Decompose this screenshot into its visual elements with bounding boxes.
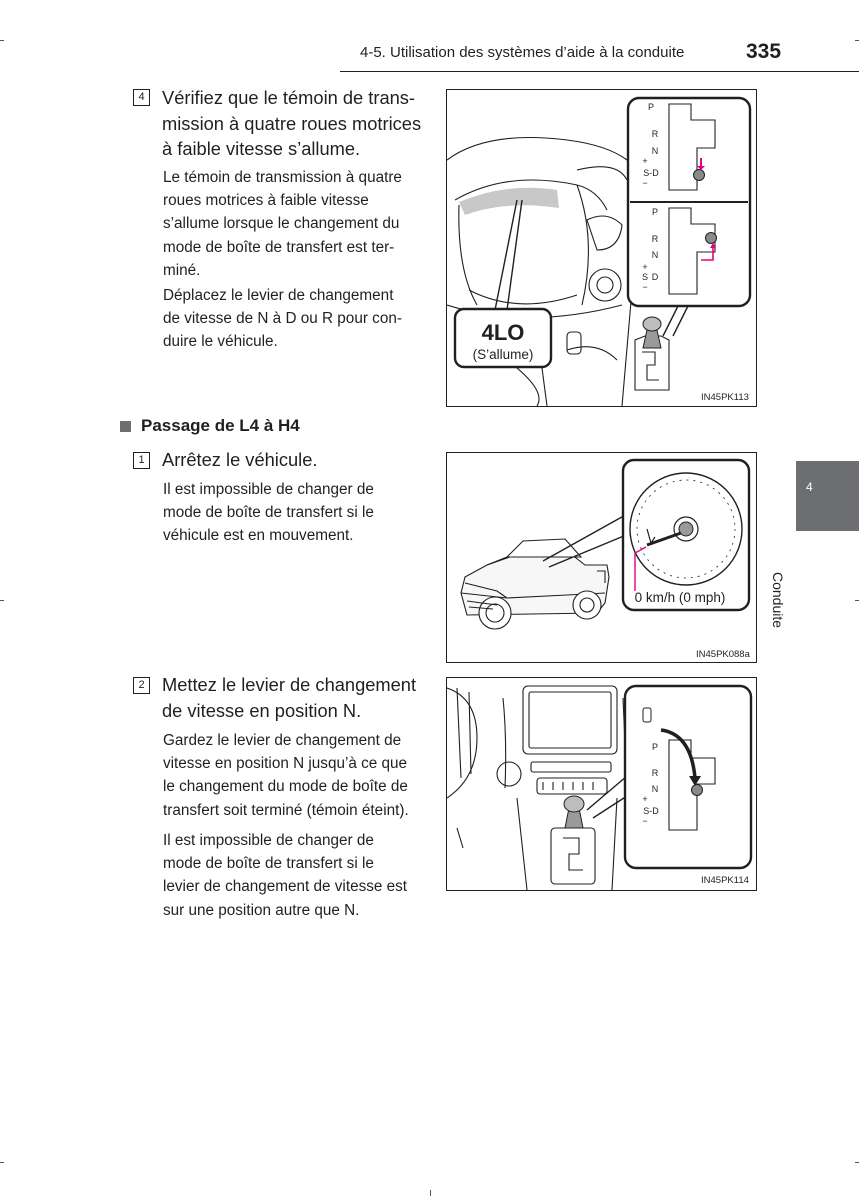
body-line: le changement du mode de boîte de (163, 778, 408, 796)
step-4-body-2 (163, 284, 430, 354)
gate-label: N (651, 146, 659, 156)
body-line: levier de changement de vitesse est (163, 878, 408, 896)
figure-4lo-indicator (446, 89, 757, 407)
gate-label: − (642, 282, 648, 292)
gate-label: − (642, 178, 648, 188)
body-line: de vitesse de N à D ou R pour con- (163, 310, 402, 328)
step-4-body-1 (163, 166, 430, 282)
title-line: à faible vitesse s’allume. (162, 138, 361, 159)
title-line: Vérifiez que le témoin de trans- (162, 87, 416, 108)
body-line: s’allume lorsque le changement du (163, 215, 400, 233)
body-line: mode de boîte de transfert est ter- (163, 238, 395, 256)
console-shift-illustration (447, 678, 756, 890)
body-line: mode de boîte de transfert si le (163, 855, 374, 873)
crop-mark (855, 1162, 859, 1163)
step-number-box: 2 (133, 677, 150, 694)
body-line: duire le véhicule. (163, 333, 278, 351)
gate-label: + (642, 794, 648, 804)
figure-code: IN45PK113 (701, 392, 749, 403)
crop-mark (430, 1190, 431, 1196)
body-line: Il est impossible de changer de (163, 481, 374, 498)
title-line: mission à quatre roues motrices (162, 112, 422, 134)
body-line: Il est impossible de changer de (163, 832, 374, 849)
indicator-caption: (S’allume) (472, 347, 534, 362)
gate-label: S-D (643, 806, 659, 816)
dashboard-shift-illustration (447, 90, 756, 406)
gate-label: + (642, 262, 648, 272)
body-line: Déplacez le levier de changement (163, 287, 394, 304)
gate-label: R (651, 129, 659, 139)
step-2-body-1 (163, 729, 430, 822)
indicator-label: 4LO (481, 320, 525, 345)
chapter-tab (796, 461, 859, 531)
figure-code: IN45PK114 (701, 875, 749, 886)
running-header: 4-5. Utilisation des systèmes d’aide à la conduite (360, 44, 685, 61)
step-2-title (162, 672, 430, 723)
crop-mark (855, 600, 859, 601)
vehicle-speedometer-illustration (447, 453, 756, 662)
title-line: Mettez le levier de changement (162, 674, 417, 695)
gate-label: R (651, 768, 659, 778)
body-line: transfert soit terminé (témoin éteint). (163, 801, 409, 819)
body-line: roues motrices à faible vitesse (163, 192, 369, 210)
gate-label: S-D (643, 168, 659, 178)
title-line: de vitesse en position N. (162, 699, 362, 721)
section-title: Passage de L4 à H4 (141, 416, 300, 435)
figure-vehicle-stopped (446, 452, 757, 663)
page-number: 335 (746, 40, 782, 63)
step-number-box: 1 (133, 452, 150, 469)
body-line: véhicule est en mouvement. (163, 527, 354, 545)
gate-label: S (641, 272, 649, 282)
section-bullet (120, 421, 131, 432)
body-line: vitesse en position N jusqu’à ce que (163, 755, 408, 773)
gate-label: N (651, 784, 659, 794)
gate-label: − (642, 816, 648, 826)
gate-label: P (651, 207, 659, 217)
body-line: Gardez le levier de changement de (163, 732, 402, 749)
crop-mark (0, 600, 4, 601)
body-line: mode de boîte de transfert si le (163, 504, 374, 522)
step-number-box: 4 (133, 89, 150, 106)
step-1-body (163, 478, 430, 548)
figure-shift-to-n (446, 677, 757, 891)
gate-label: P (651, 742, 659, 752)
speed-label: 0 km/h (0 mph) (634, 590, 726, 605)
chapter-tab-label: Conduite (770, 572, 786, 629)
gate-label: + (642, 156, 648, 166)
body-line: sur une position autre que N. (163, 901, 360, 919)
step-4-title (162, 85, 430, 162)
header-rule (340, 71, 859, 72)
gate-label: P (647, 102, 655, 112)
crop-mark (855, 40, 859, 41)
step-2-body-2 (163, 829, 430, 922)
crop-mark (0, 40, 4, 41)
chapter-tab-number: 4 (806, 480, 813, 494)
figure-code: IN45PK088a (696, 649, 750, 660)
gate-label: R (651, 234, 659, 244)
body-line: miné. (163, 261, 201, 279)
gate-label: N (651, 250, 659, 260)
crop-mark (0, 1162, 4, 1163)
gate-label: D (651, 272, 659, 282)
step-1-title: Arrêtez le véhicule. (162, 449, 318, 470)
body-line: Le témoin de transmission à quatre (163, 169, 402, 186)
